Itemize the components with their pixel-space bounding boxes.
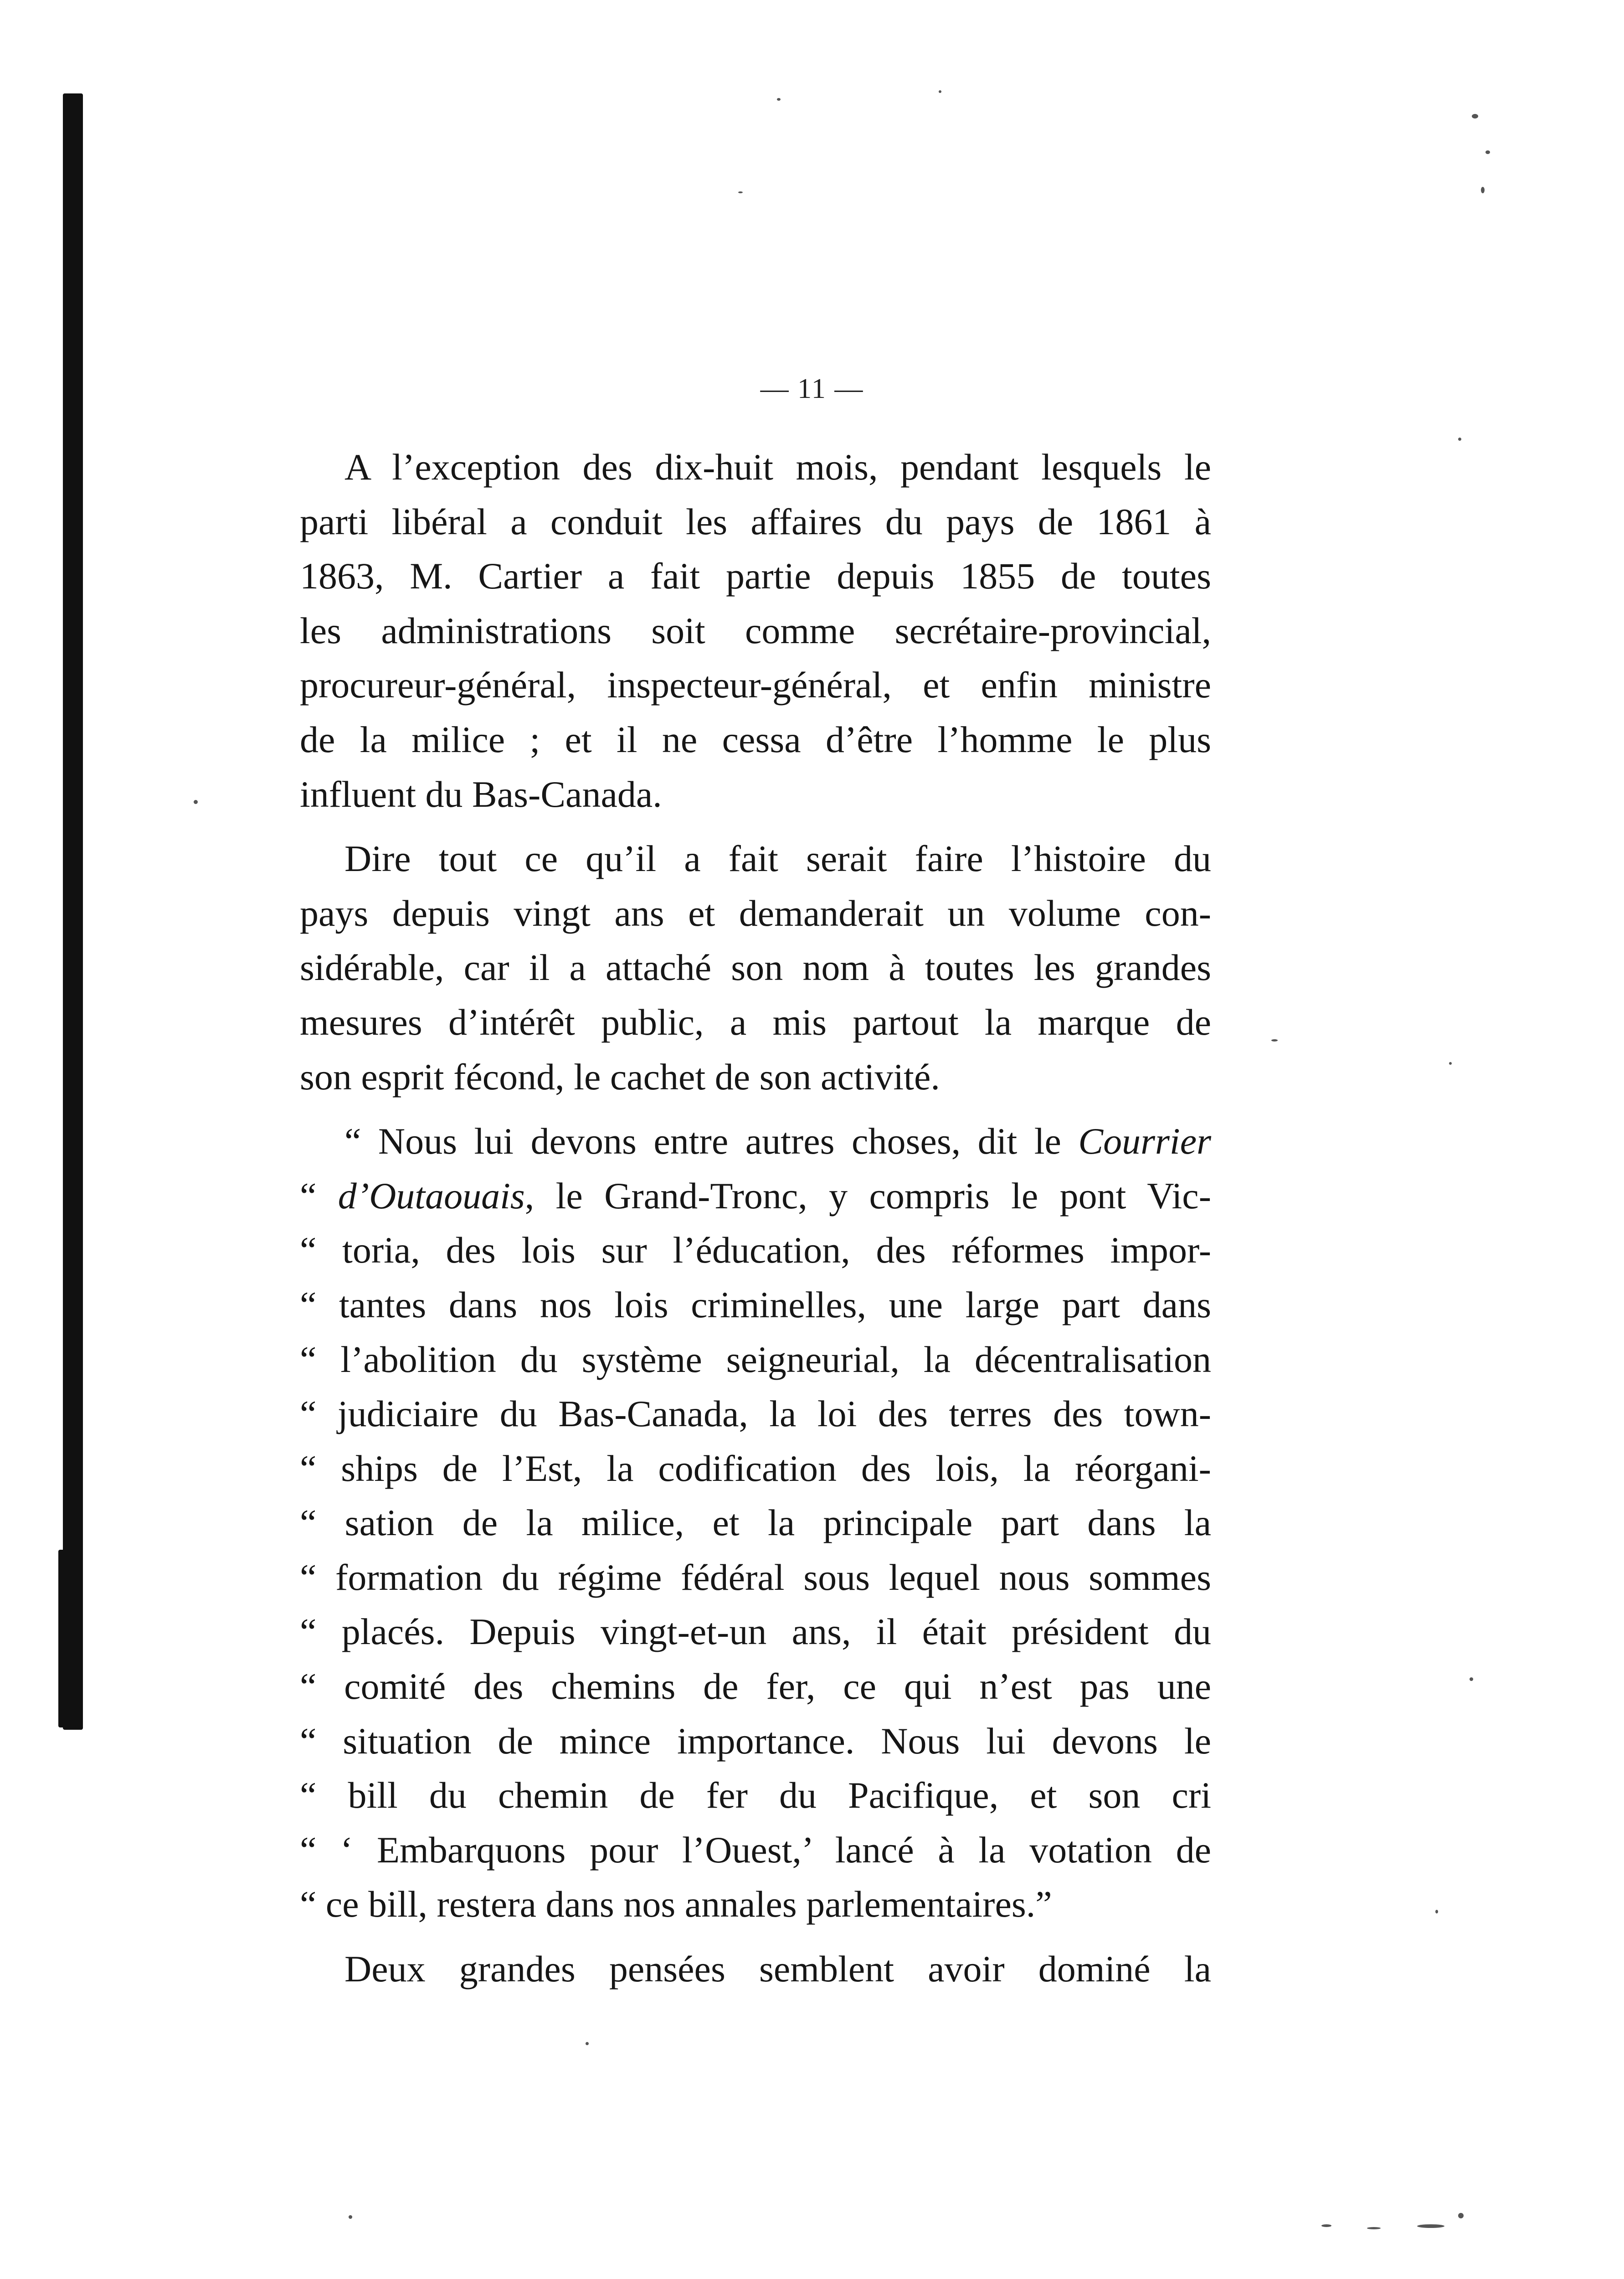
text-line: parti libéral a conduit les affaires du pays de 1861 à (300, 500, 1211, 542)
binding-shadow-bar-lower (58, 1550, 82, 1727)
text-run: “ (300, 1175, 338, 1217)
scan-speck (1367, 2227, 1381, 2229)
text-run: “ Nous lui devons entre autres choses, dit le (344, 1120, 1079, 1162)
text-line: “ toria, des lois sur l’éducation, des réformes impor- (300, 1229, 1211, 1271)
text-line: les administrations soit comme secrétaire-provincial, (300, 609, 1211, 651)
text-line: sidérable, car il a attaché son nom à toutes les grandes (300, 947, 1211, 989)
text-line: procureur-général, inspecteur-général, et enfin ministre (300, 664, 1211, 706)
scan-speck (1485, 150, 1490, 154)
text-line (300, 1114, 1211, 1169)
scan-speck (738, 191, 743, 193)
paragraph-gap (300, 1104, 1211, 1114)
text-line: “ l’abolition du système seigneurial, la décentralisation (300, 1338, 1211, 1380)
scan-speck (777, 98, 781, 101)
scan-speck (1470, 1677, 1473, 1681)
scan-speck (586, 2042, 589, 2045)
text-line: “ bill du chemin de fer du Pacifique, et son cri (300, 1774, 1211, 1816)
paragraph-3-quotation (300, 1114, 1211, 1932)
scan-speck (349, 2215, 352, 2219)
scan-speck (939, 90, 941, 93)
text-line: “ comité des chemins de fer, ce qui n’est pas une (300, 1665, 1211, 1707)
text-line: “ ‘ Embarquons pour l’Ouest,’ lancé à la votation de (300, 1829, 1211, 1871)
paragraph-gap (300, 821, 1211, 831)
text-line: “ tantes dans nos lois criminelles, une large part dans (300, 1284, 1211, 1325)
text-line: “ judiciaire du Bas-Canada, la loi des terres des town- (300, 1393, 1211, 1435)
body-text (300, 440, 1211, 1996)
scan-speck (1271, 1039, 1278, 1042)
text-line (300, 1169, 1211, 1223)
text-line: “ ships de l’Est, la codification des lois, la réorgani- (300, 1447, 1211, 1489)
paragraph-2 (300, 831, 1211, 1104)
paragraph-gap (300, 1932, 1211, 1942)
paragraph-1 (300, 440, 1211, 821)
text-line: influent du Bas-Canada. (300, 773, 662, 815)
paragraph-4 (300, 1942, 1211, 1996)
text-line: “ ce bill, restera dans nos annales parlementaires.” (300, 1883, 1052, 1925)
scan-speck (1435, 1910, 1438, 1913)
text-line: mesures d’intérêt public, a mis partout la marque de (300, 1001, 1211, 1043)
text-line: “ situation de mince importance. Nous lui devons le (300, 1720, 1211, 1762)
text-line: “ sation de la milice, et la principale part dans la (300, 1502, 1211, 1544)
scan-speck (1449, 1062, 1452, 1065)
text-line: Dire tout ce qu’il a fait serait faire l’histoire du (344, 838, 1211, 880)
scan-speck (1417, 2224, 1444, 2228)
scan-speck (1458, 438, 1461, 441)
scan-speck (1458, 2213, 1464, 2218)
text-line: 1863, M. Cartier a fait partie depuis 1855 de toutes (300, 555, 1211, 597)
text-run: , le Grand-Tronc, y compris le pont Vic- (524, 1175, 1211, 1217)
binding-shadow-bar (63, 93, 83, 1730)
newspaper-title: Courrier (1078, 1120, 1211, 1162)
text-line: pays depuis vingt ans et demanderait un volume con- (300, 892, 1211, 934)
scan-speck (1321, 2224, 1331, 2227)
text-line: “ placés. Depuis vingt-et-un ans, il était président du (300, 1611, 1211, 1653)
newspaper-title: d’Outaouais (338, 1175, 525, 1217)
scan-speck (194, 800, 198, 804)
text-line: de la milice ; et il ne cessa d’être l’homme le plus (300, 718, 1211, 760)
text-line: A l’exception des dix-huit mois, pendant lesquels le (344, 446, 1211, 488)
text-line: son esprit fécond, le cachet de son activité. (300, 1056, 940, 1098)
text-line: “ formation du régime fédéral sous lequel nous sommes (300, 1556, 1211, 1598)
scan-speck (1481, 187, 1485, 193)
page-number: — 11 — (760, 373, 864, 404)
text-line: Deux grandes pensées semblent avoir dominé la (344, 1948, 1211, 1990)
scan-speck (1472, 114, 1478, 119)
